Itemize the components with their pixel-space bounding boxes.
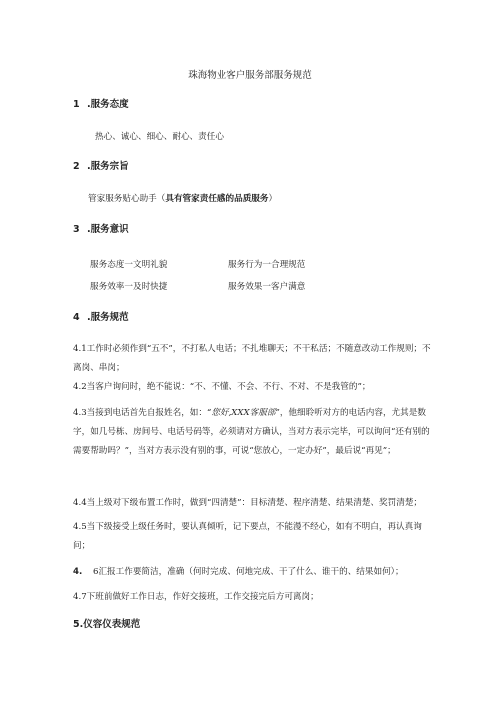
paragraph-4-3-suffix: ，他细聆听对方的电话内容，尤其是数字，如几号栋、房间号、电话号码等，必须请对方确认，当对方表示完毕，可以询问“还有别的需要帮助吗？”，当对方表示没有别的事，可说“您放心，一定办好”，最后说“再见”； <box>73 408 430 456</box>
paragraph-4-3-prefix: 4.3当接到电话首先自报姓名，如： <box>73 408 207 418</box>
section-3-heading <box>73 221 129 235</box>
paragraph-4-6 <box>73 563 438 582</box>
section-2-heading <box>73 158 129 172</box>
section-3-item: 服务效果一客户满意 <box>228 282 306 292</box>
section-2-number: 2 <box>73 161 80 172</box>
section-5-heading: 5.仪容仪表规范 <box>73 619 141 630</box>
paragraph-4-6-number: 4. <box>73 567 83 577</box>
section-4-heading <box>73 309 129 323</box>
section-2-content <box>88 192 277 204</box>
paragraph-4-6-text: 6汇报工作要简洁，准确（何时完成、何地完成、干了什么、谁干的、结果如何）； <box>93 567 404 577</box>
section-1-number: 1 <box>73 99 80 110</box>
section-1-heading <box>73 96 129 110</box>
section-3-number: 3 <box>73 224 80 235</box>
section-3-item: 服务效率一及时快捷 <box>90 282 168 292</box>
document-title: 珠海物业客户服务部服务规范 <box>188 70 312 81</box>
paragraph-4-7: 4.7下班前做好工作日志，作好交接班，工作交接完后方可离岗； <box>73 592 319 602</box>
paragraph-4-3-greeting: “您好,XXX客服部” <box>206 408 280 418</box>
section-4-number: 4 <box>73 312 80 323</box>
paragraph-4-5: 4.5当下级接受上级任务时，要认真倾听，记下要点，不能漫不经心，如有不明白，再认真询问； <box>73 522 422 551</box>
section-2-prefix: 管家服务贴心助手（ <box>88 194 166 204</box>
paragraph-4-4: 4.4当上级对下级布置工作时，做到“四清楚”：目标清楚、程序清楚、结果清楚、奖罚清楚； <box>73 498 423 508</box>
section-3-item: 服务行为一合理规范 <box>228 260 306 270</box>
paragraph-4-1: 4.1工作时必须作到“五不”，不打私人电话；不扎堆聊天；不干私活；不随意改动工作规则；不离岗、串岗； <box>73 344 431 373</box>
section-1-content: 热心、诚心、细心、耐心、责任心 <box>95 132 224 142</box>
paragraph-4-2: 4.2当客户询问时，绝不能说：“不、不懂、不会、不行、不对、不是我管的”； <box>73 382 371 392</box>
paragraph-4-3 <box>73 404 438 461</box>
section-3-title: .服务意识 <box>87 224 129 235</box>
section-3-item: 服务态度一文明礼貌 <box>90 260 168 270</box>
section-2-title: .服务宗旨 <box>87 161 129 172</box>
section-1-title: .服务态度 <box>87 99 129 110</box>
section-4-title: .服务规范 <box>87 312 129 323</box>
section-2-emphasis: 具有管家责任感的品质服务 <box>165 194 269 204</box>
section-2-suffix: ） <box>268 194 278 204</box>
